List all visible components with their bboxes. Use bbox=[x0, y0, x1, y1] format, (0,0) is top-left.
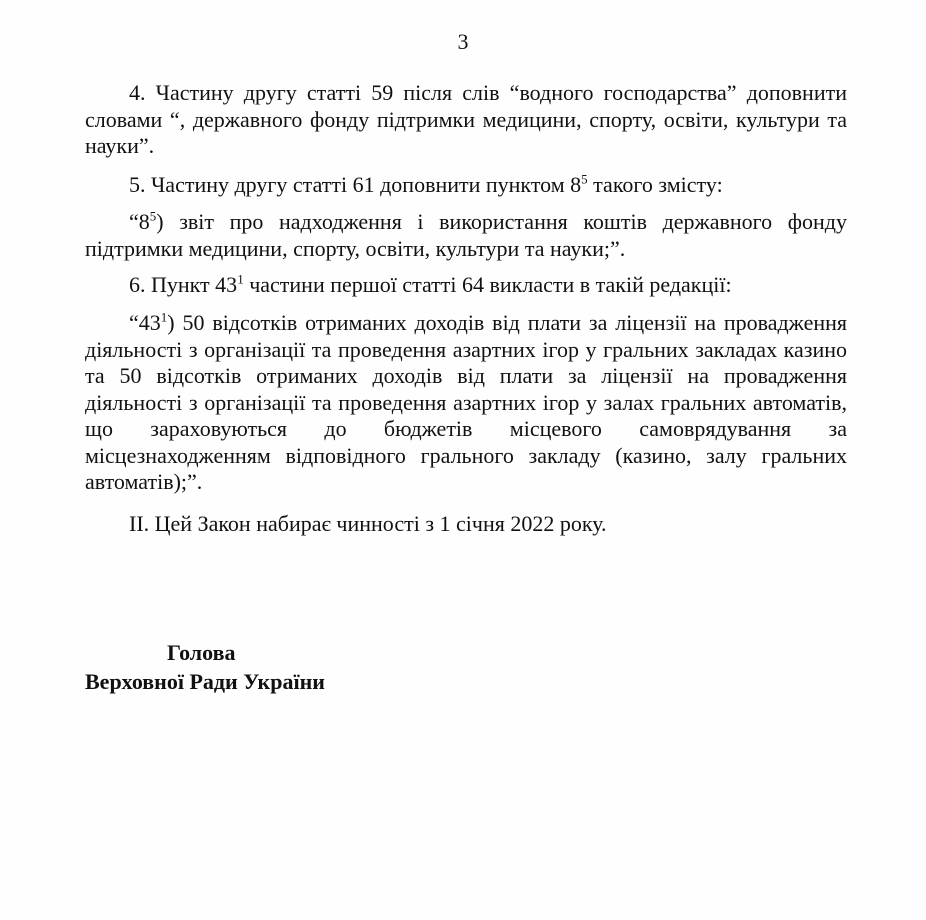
paragraph-text: ) 50 відсотків отриманих доходів від плати за ліцензії на провадження діяльності з організації та проведення азартних ігор у гральних закладах казино та 50 відсотків отриманих доходів від плати за ліцензії на провадження діяльності з організації та проведення азартних ігор у залах гральних автоматів, що зараховуються до бюджетів місцевого самоврядування за місцезнаходженням відповідного грального закладу (казино, залу гральних автоматів);”. bbox=[85, 310, 847, 494]
paragraph-text: “43 bbox=[129, 310, 161, 335]
paragraph-item-6 bbox=[85, 272, 847, 299]
paragraph-item-4: 4. Частину другу статті 59 після слів “водного господарства” доповнити словами “, державного фонду підтримки медицини, спорту, освіти, культури та науки”. bbox=[85, 80, 847, 158]
paragraph-text: 6. Пункт 43 bbox=[129, 272, 238, 297]
signature-block bbox=[85, 638, 325, 696]
quoted-provision-8-5 bbox=[85, 209, 847, 262]
paragraph-text: такого змісту: bbox=[587, 172, 723, 197]
quoted-provision-43-1 bbox=[85, 310, 847, 496]
superscript: 1 bbox=[160, 309, 168, 325]
signature-organization: Верховної Ради України bbox=[85, 669, 325, 694]
superscript: 5 bbox=[581, 171, 588, 187]
paragraph-text: 5. Частину другу статті 61 доповнити пунктом 8 bbox=[129, 172, 582, 197]
paragraph-text: частини першої статті 64 викласти в такій редакції: bbox=[243, 272, 732, 297]
signature-title: Голова bbox=[167, 640, 236, 665]
paragraph-text: ) звіт про надходження і використання коштів державного фонду підтримки медицини, спорту, освіти, культури та науки;”. bbox=[85, 209, 847, 261]
paragraph-text: “8 bbox=[129, 209, 150, 234]
section-ii-effective-date: ІІ. Цей Закон набирає чинності з 1 січня 2022 року. bbox=[129, 511, 607, 536]
page-number: 3 bbox=[457, 29, 469, 54]
paragraph-item-5 bbox=[85, 172, 847, 199]
superscript: 1 bbox=[237, 271, 244, 287]
superscript: 5 bbox=[149, 208, 157, 224]
